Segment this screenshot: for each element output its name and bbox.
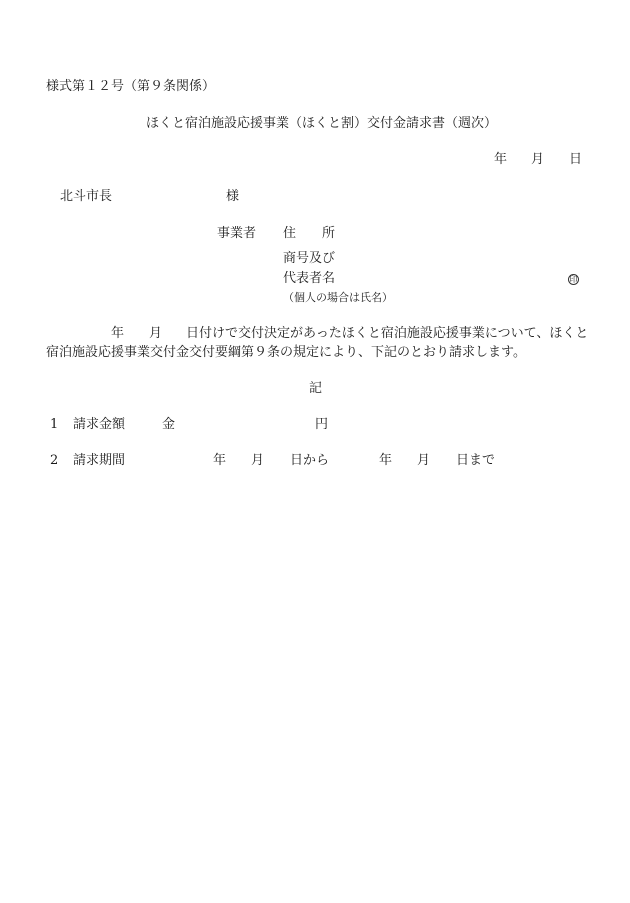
addressee-name: 北斗市長 [60,189,113,204]
document-title: ほくと宿泊施設応援事業（ほくと割）交付金請求書（週次） [146,116,498,131]
address-label: 住 所 [283,226,336,241]
body-month-label: 月 [149,326,163,341]
form-number: 様式第１２号（第９条関係） [46,79,216,94]
body-year-label: 年 [111,326,125,341]
to-day-label: 日まで [456,453,496,468]
from-month-label: 月 [251,453,265,468]
item-number: 1 [50,417,59,432]
trade-name-label: 商号及び [283,251,336,266]
item-number: 2 [50,453,59,468]
body-line-1: 日付けで交付決定があったほくと宿泊施設応援事業について、ほくと [186,326,589,341]
date-day-label: 日 [569,152,583,167]
seal-mark: 印 [569,274,578,284]
item-label: 請求期間 [73,453,126,468]
from-day-label: 日から [290,453,330,468]
date-month-label: 月 [531,152,545,167]
representative-label: 代表者名 [283,271,336,286]
applicant-label: 事業者 [217,226,257,241]
amount-suffix: 円 [315,417,329,432]
body-line-2: 宿泊施設応援事業交付金交付要綱第９条の規定により、下記のとおり請求します。 [46,345,526,360]
date-year-label: 年 [494,152,508,167]
amount-prefix: 金 [162,417,176,432]
to-month-label: 月 [417,453,431,468]
ki-heading: 記 [309,381,323,396]
from-year-label: 年 [213,453,227,468]
to-year-label: 年 [379,453,393,468]
addressee-honorific: 様 [226,189,240,204]
item-label: 請求金額 [73,417,126,432]
individual-note: （個人の場合は氏名） [283,291,393,304]
